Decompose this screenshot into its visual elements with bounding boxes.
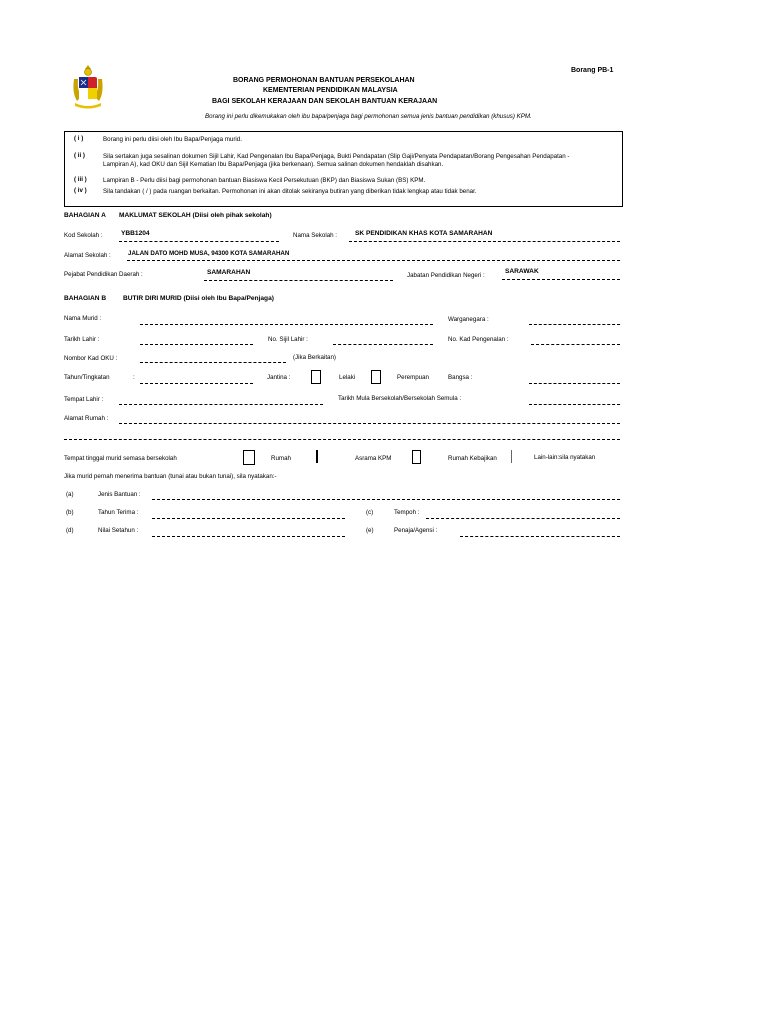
item-e-marker: (e): [366, 527, 374, 534]
alamat-sekolah-label: Alamat Sekolah :: [64, 252, 111, 259]
rumah-checkbox[interactable]: [243, 450, 255, 465]
penaja-label: Penaja/Agensi :: [394, 527, 438, 534]
jenis-bantuan-field[interactable]: [152, 499, 620, 500]
section-b-title: BUTIR DIRI MURID (Diisi oleh Ibu Bapa/Penjaga): [123, 295, 274, 302]
instruction-2-text-cont: Lampiran A), kad OKU dan Sijil Kematian Ibu Bapa/Penjaga (jika berkenaan). Semua salinan dokumen hendaklah disahkan.: [103, 161, 444, 168]
title-line-1: BORANG PERMOHONAN BANTUAN PERSEKOLAHAN: [233, 77, 415, 84]
kad-pengenalan-label: No. Kad Pengenalan :: [448, 336, 509, 343]
tarikh-mula-label: Tarikh Mula Bersekolah/Bersekolah Semula :: [338, 395, 462, 402]
item-a-marker: (a): [66, 491, 74, 498]
alamat-sekolah-field[interactable]: [127, 260, 620, 261]
warganegara-label: Warganegara :: [448, 316, 489, 323]
nama-murid-field[interactable]: [140, 324, 433, 325]
kad-oku-field[interactable]: [140, 362, 286, 363]
instruction-2-text: Sila sertakan juga sesalinan dokumen Sijil Lahir, Kad Pengenalan Ibu Bapa/Penjaga, Bukti Pendapatan (Slip Gaji/Penyata Pendapatan/Borang Pengesahan Pendapatan -: [103, 153, 570, 160]
tarikh-lahir-field[interactable]: [140, 344, 253, 345]
asrama-label: Asrama KPM: [355, 455, 392, 462]
tempat-lahir-field[interactable]: [119, 404, 323, 405]
instruction-4-num: ( iv ): [74, 187, 87, 194]
rumah-kebajikan-label: Rumah Kebajikan: [448, 455, 497, 462]
kod-sekolah-field[interactable]: [119, 241, 279, 242]
item-c-marker: (c): [366, 509, 374, 516]
pernah-menerima-label: Jika murid pernah menerima bantuan (tunai atau bukan tunai), sila nyatakan:-: [64, 473, 277, 480]
tahun-terima-label: Tahun Terima :: [98, 509, 139, 516]
nama-sekolah-field[interactable]: [349, 241, 620, 242]
tempat-tinggal-label: Tempat tinggal murid semasa bersekolah: [64, 455, 177, 462]
perempuan-label: Perempuan: [397, 374, 429, 381]
alamat-rumah-label: Alamat Rumah :: [64, 415, 109, 422]
section-a-title: MAKLUMAT SEKOLAH (Diisi oleh pihak sekolah): [119, 212, 272, 219]
instruction-3-text: Lampiran B - Perlu diisi bagi permohonan bantuan Biasiswa Kecil Persekutuan (BKP) dan Biasiswa Sukan (BS) KPM.: [103, 177, 426, 184]
ppd-value[interactable]: SAMARAHAN: [207, 269, 251, 276]
nama-sekolah-label: Nama Sekolah :: [293, 232, 338, 239]
instruction-1-num: ( i ): [74, 135, 84, 142]
lelaki-label: Lelaki: [339, 374, 356, 381]
kad-pengenalan-field[interactable]: [531, 344, 620, 345]
coat-of-arms-logo: [69, 63, 107, 111]
jenis-bantuan-label: Jenis Bantuan :: [98, 491, 141, 498]
tahun-tingkatan-label: Tahun/Tingkatan: [64, 374, 110, 381]
nama-sekolah-value[interactable]: SK PENDIDIKAN KHAS KOTA SAMARAHAN: [355, 230, 493, 237]
instruction-2-num: ( ii ): [74, 152, 85, 159]
section-b-heading: BAHAGIAN B: [64, 295, 107, 302]
alamat-rumah-field[interactable]: [119, 423, 620, 424]
ppd-field[interactable]: [204, 280, 393, 281]
nilai-setahun-label: Nilai Setahun :: [98, 527, 139, 534]
bangsa-field[interactable]: [529, 383, 620, 384]
instruction-4-text: Sila tandakan ( / ) pada ruangan berkaitan. Permohonan ini akan ditolak sekiranya butiran yang diberikan tidak lengkap atau tidak benar.: [103, 188, 477, 195]
rumah-kebajikan-checkbox[interactable]: [412, 450, 421, 464]
kod-sekolah-label: Kod Sekolah :: [64, 232, 103, 239]
tarikh-mula-field[interactable]: [529, 404, 620, 405]
nama-murid-label: Nama Murid :: [64, 315, 102, 322]
bangsa-label: Bangsa :: [448, 374, 473, 381]
sijil-lahir-field[interactable]: [333, 344, 433, 345]
title-line-2: KEMENTERIAN PENDIDIKAN MALAYSIA: [263, 87, 398, 94]
rumah-label: Rumah: [271, 455, 291, 462]
alamat-sekolah-value[interactable]: JALAN DATO MOHD MUSA, 94300 KOTA SAMARAHAN: [128, 250, 290, 257]
lain-lain-checkbox[interactable]: [511, 450, 512, 463]
jpn-label: Jabatan Pendidikan Negeri :: [407, 272, 485, 279]
instruction-1-text: Borang ini perlu diisi oleh Ibu Bapa/Penjaga murid.: [103, 136, 242, 143]
tahun-tingkatan-field[interactable]: [140, 383, 253, 384]
tahun-colon: :: [133, 374, 135, 381]
tempoh-label: Tempoh :: [394, 509, 420, 516]
penaja-field[interactable]: [460, 536, 620, 537]
lain-lain-label: Lain-lain:sila nyatakan: [534, 454, 596, 461]
jpn-value[interactable]: SARAWAK: [505, 268, 539, 275]
section-a-heading: BAHAGIAN A: [64, 212, 106, 219]
kod-sekolah-value[interactable]: YBB1204: [121, 230, 150, 237]
perempuan-checkbox[interactable]: [371, 370, 381, 384]
header-note: Borang ini perlu dikemukakan oleh ibu bapa/penjaga bagi permohonan semua jenis bantuan pendidikan (khusus) KPM.: [205, 113, 532, 120]
sijil-lahir-label: No. Sijil Lahir :: [268, 336, 308, 343]
tahun-terima-field[interactable]: [152, 518, 345, 519]
lelaki-checkbox[interactable]: [311, 370, 321, 384]
item-d-marker: (d): [66, 527, 74, 534]
tempat-lahir-label: Tempat Lahir :: [64, 396, 104, 403]
item-b-marker: (b): [66, 509, 74, 516]
title-line-3: BAGI SEKOLAH KERAJAAN DAN SEKOLAH BANTUAN KERAJAAN: [212, 98, 438, 105]
tarikh-lahir-label: Tarikh Lahir :: [64, 336, 100, 343]
form-code: Borang PB-1: [571, 67, 614, 74]
alamat-rumah-field-2[interactable]: [64, 439, 620, 440]
warganegara-field[interactable]: [529, 324, 620, 325]
jantina-label: Jantina :: [267, 374, 291, 381]
ppd-label: Pejabat Pendidikan Daerah :: [64, 271, 143, 278]
tempoh-field[interactable]: [426, 518, 620, 519]
instruction-3-num: ( iii ): [74, 176, 87, 183]
jpn-field[interactable]: [502, 279, 620, 280]
jika-berkaitan-note: (Jika Berkaitan): [293, 354, 336, 361]
nilai-setahun-field[interactable]: [152, 536, 345, 537]
asrama-checkbox[interactable]: [316, 450, 318, 463]
kad-oku-label: Nombor Kad OKU :: [64, 355, 118, 362]
